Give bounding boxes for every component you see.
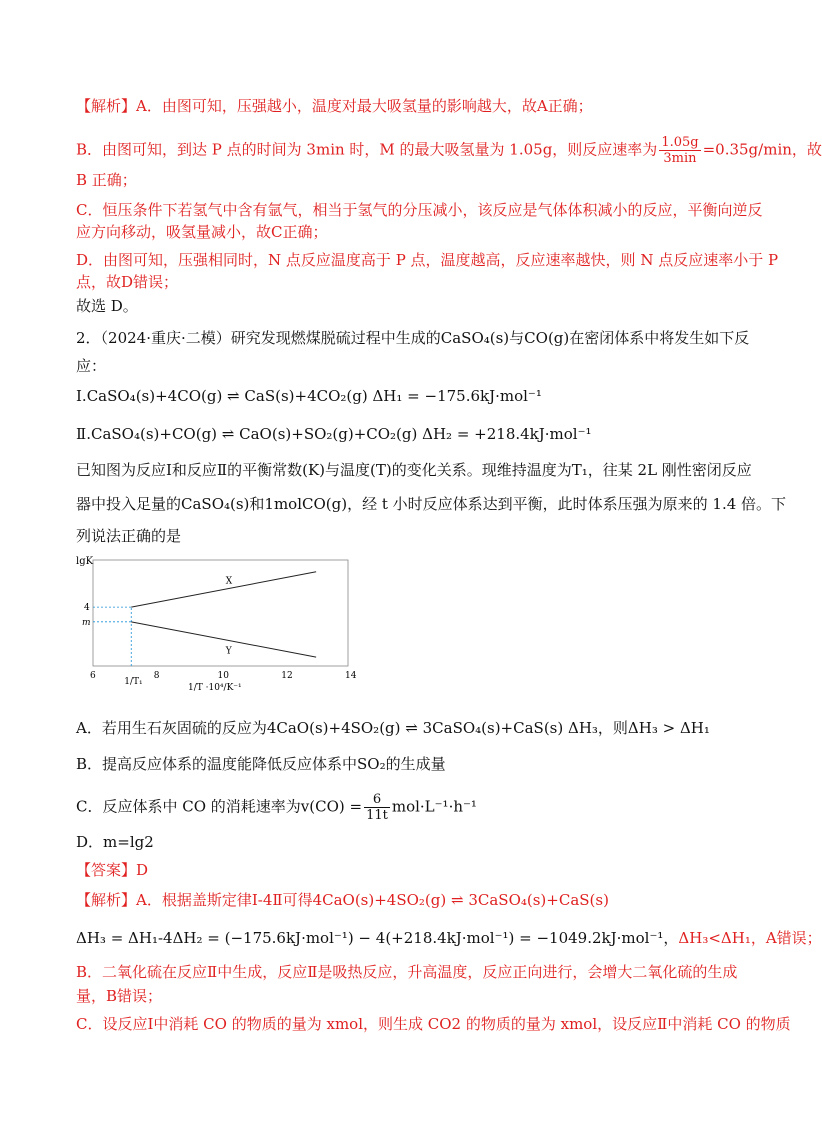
answer-c1: C．设反应Ⅰ中消耗 CO 的物质的量为 xmol，则生成 CO2 的物质的量为 xmol，设反应Ⅱ中消耗 CO 的物质 — [76, 1015, 791, 1033]
question-para-3: 列说法正确的是 — [76, 527, 182, 545]
rate-fraction — [659, 135, 700, 166]
question-stem-2: 应： — [76, 357, 107, 375]
option-c-post: mol·L⁻¹·h⁻¹ — [391, 797, 477, 816]
analysis-d2: 点，故D错误； — [76, 273, 179, 291]
analysis-b-post: =0.35g/min，故 — [702, 140, 822, 159]
option-c-pre: C．反应体系中 CO 的消耗速率为v(CO) = — [76, 797, 363, 816]
x-tick-label: 6 — [90, 671, 96, 681]
option-c — [76, 792, 477, 823]
co-rate-denominator: 11t — [366, 808, 388, 823]
y-tick-label-4: 4 — [84, 603, 90, 614]
series-line-x — [131, 572, 316, 607]
question-para-2: 器中投入足量的CaSO₄(s)和1molCO(g)，经 t 小时反应体系达到平衡，此时体系压强为原来的 1.4 倍。下 — [76, 495, 787, 513]
x-tick-label: 12 — [281, 671, 293, 681]
analysis-c1: C．恒压条件下若氢气中含有氩气，相当于氢气的分压减小，该反应是气体体积减小的反应，平衡向逆反 — [76, 201, 763, 219]
answer-b1: B．二氧化硫在反应Ⅱ中生成，反应Ⅱ是吸热反应，升高温度，反应正向进行，会增大二氧化硫的生成 — [76, 963, 738, 981]
question-para-1: 已知图为反应Ⅰ和反应Ⅱ的平衡常数(K)与温度(T)的变化关系。现维持温度为T₁，往某 2L 刚性密闭反应 — [76, 461, 752, 479]
lgk-vs-temperature-chart — [76, 554, 366, 704]
co-rate-numerator: 6 — [364, 792, 390, 808]
rate-numerator: 1.05g — [661, 135, 699, 150]
x-axis-label: 1/T ·10⁴/K⁻¹ — [188, 683, 242, 693]
reaction-1: Ⅰ.CaSO₄(s)+4CO(g) ⇌ CaS(s)+4CO₂(g) ΔH₁ = −175.6kJ·mol⁻¹ — [76, 387, 542, 405]
t1-tick-label: 1/T₁ — [124, 677, 143, 687]
option-d: D．m=lg2 — [76, 833, 154, 851]
y-axis-label: lgK — [76, 556, 94, 567]
chart-marks — [82, 572, 357, 687]
analysis-choice: 故选 D。 — [76, 297, 138, 315]
answer-a2-conclusion: ΔH₃<ΔH₁，A错误； — [678, 929, 822, 947]
answer-a2 — [76, 928, 822, 948]
analysis-b-pre: B．由图可知，到达 P 点的时间为 3min 时，M 的最大吸氢量为 1.05g，则反应速率为 — [76, 140, 658, 159]
reaction-2: Ⅱ.CaSO₄(s)+CO(g) ⇌ CaO(s)+SO₂(g)+CO₂(g) ΔH₂ = +218.4kJ·mol⁻¹ — [76, 425, 592, 443]
option-a: A．若用生石灰固硫的反应为4CaO(s)+4SO₂(g) ⇌ 3CaSO₄(s)+CaS(s) ΔH₃，则ΔH₃ > ΔH₁ — [76, 719, 710, 737]
answer-a1-text: 【解析】A．根据盖斯定律Ⅰ-4Ⅱ可得4CaO(s)+4SO₂(g) ⇌ 3CaSO₄(s)+CaS(s) — [76, 891, 609, 909]
series-label-y: Y — [225, 646, 232, 657]
series-line-y — [131, 622, 316, 657]
y-tick-label-m: m — [82, 617, 91, 628]
x-tick-label: 14 — [345, 671, 357, 681]
question-stem-1: 2．（2024·重庆·二模）研究发现燃煤脱硫过程中生成的CaSO₄(s)与CO(g)在密闭体系中将发生如下反 — [76, 329, 750, 347]
answer-a1 — [76, 890, 609, 910]
answer-a2-calc: ΔH₃ = ΔH₁-4ΔH₂ = (−175.6kJ·mol⁻¹) − 4(+218.4kJ·mol⁻¹) = −1049.2kJ·mol⁻¹， — [76, 929, 679, 947]
answer-b2: 量，B错误； — [76, 987, 163, 1005]
analysis-b — [76, 135, 822, 166]
co-rate-fraction — [364, 792, 390, 823]
analysis-c2: 应方向移动，吸氢量减小，故C正确； — [76, 223, 328, 241]
x-tick-label: 8 — [153, 671, 160, 681]
option-b: B．提高反应体系的温度能降低反应体系中SO₂的生成量 — [76, 755, 446, 773]
rate-denominator: 3min — [663, 151, 697, 166]
answer-label: 【答案】D — [76, 861, 149, 879]
series-label-x: X — [225, 576, 233, 587]
analysis-d1: D．由图可知，压强相同时，N 点反应温度高于 P 点，温度越高，反应速率越快，则 N 点反应速率小于 P — [76, 251, 779, 269]
x-tick-label: 10 — [217, 671, 229, 681]
analysis-b-cont: B 正确； — [76, 171, 137, 189]
analysis-a: 【解析】A．由图可知，压强越小，温度对最大吸氢量的影响越大，故A正确； — [76, 97, 593, 115]
